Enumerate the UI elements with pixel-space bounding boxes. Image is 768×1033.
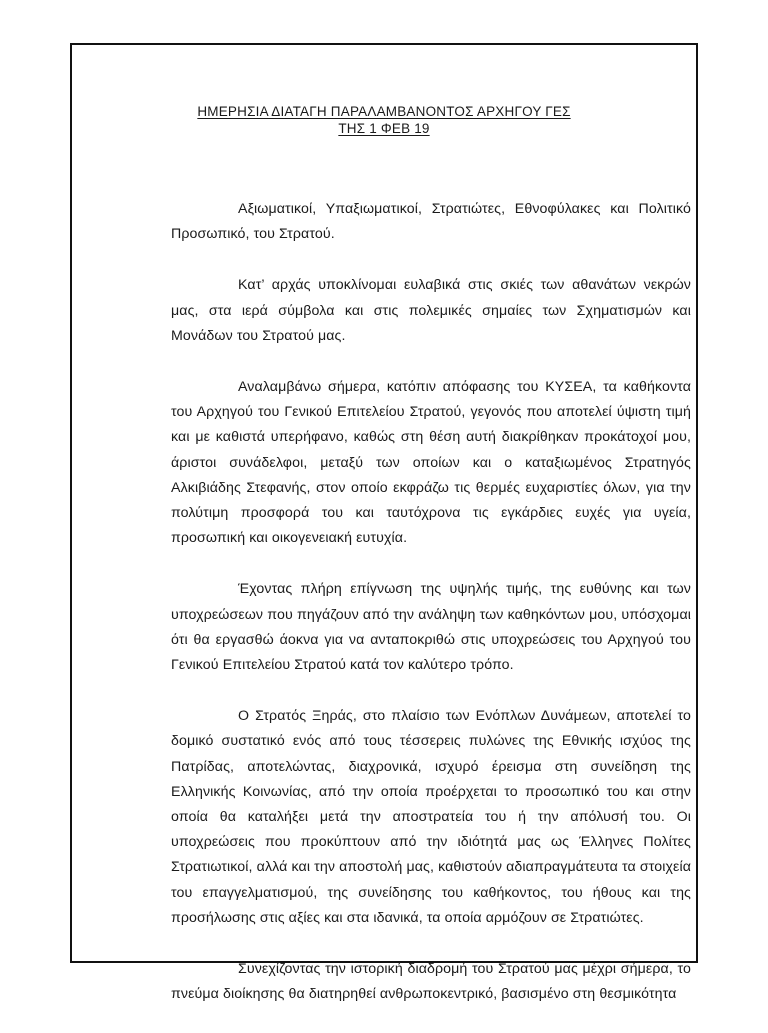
paragraph-tribute: Κατ’ αρχάς υποκλίνομαι ευλαβικά στις σκιές των αθανάτων νεκρών μας, στα ιερά σύμβολα και στις πολεμικές σημαίες των Σχηματισμών και Μονάδων του Στρατού μας. — [171, 277, 691, 344]
heading-title: ΗΜΕΡΗΣΙΑ ΔΙΑΤΑΓΗ ΠΑΡΑΛΑΜΒΑΝΟΝΤΟΣ ΑΡΧΗΓΟΥ ΓΕΣ — [197, 104, 571, 119]
document-body — [171, 197, 691, 1033]
paragraph-leadership: Συνεχίζοντας την ιστορική διαδρομή του Στρατού μας μέχρι σήμερα, το πνεύμα διοίκησης θα διατηρηθεί ανθρωποκεντρικό, βασισμένο στη θεσμικότητα — [171, 961, 691, 1003]
document-page — [70, 43, 698, 1003]
paragraph-army-role: Ο Στρατός Ξηράς, στο πλαίσιο των Ενόπλων Δυνάμεων, αποτελεί το δομικό συστατικό ενός από τους τέσσερεις πυλώνες της Εθνικής ισχύος της Πατρίδας, αποτελώντας, διαχρονικά, ισχυρό έρεισμα στη συνείδηση της Ελληνικής Κοινωνίας, από την οποία προέρχεται το προσωπικό του και στην οποία θα καταλήξει μετά την αποστρατεία του ή την απόλυσή του. Οι υποχρεώσεις που προκύπτουν από την ιδιότητά μας ως Έλληνες Πολίτες Στρατιωτικοί, αλλά και την αποστολή μας, καθιστούν αδιαπραγμάτευτα τα στοιχεία του επαγγελματισμού, της συνείδησης του καθήκοντος, του ήθους και της προσήλωσης στις αξίες και στα ιδανικά, τα οποία αρμόζουν σε Στρατιώτες. — [171, 708, 691, 926]
heading-date: ΤΗΣ 1 ΦΕΒ 19 — [338, 121, 430, 136]
paragraph-address: Αξιωματικοί, Υπαξιωματικοί, Στρατιώτες, Εθνοφύλακες και Πολιτικό Προσωπικό, του Στρατού. — [171, 201, 691, 243]
paragraph-assumption: Αναλαμβάνω σήμερα, κατόπιν απόφασης του ΚΥΣΕΑ, τα καθήκοντα του Αρχηγού του Γενικού Επιτελείου Στρατού, γεγονός που αποτελεί ύψιστη τιμή και με καθιστά υπερήφανο, καθώς στη θέση αυτή διακρίθηκαν προκάτοχοί μου, άριστοι συνάδελφοι, μεταξύ των οποίων και ο καταξιωμένος Στρατηγός Αλκιβιάδης Στεφανής, στον οποίο εκφράζω τις θερμές ευχαριστίες όλων, για την πολύτιμη προσφορά του και ταυτόχρονα τις εγκάρδιες ευχές για υγεία, προσωπική και οικογενειακή ευτυχία. — [171, 379, 691, 547]
document-heading — [72, 103, 696, 137]
paragraph-commitment: Έχοντας πλήρη επίγνωση της υψηλής τιμής, της ευθύνης και των υποχρεώσεων που πηγάζουν από την ανάληψη των καθηκόντων μου, υπόσχομαι ότι θα εργασθώ άοκνα για να ανταποκριθώ στις υποχρεώσεις του Αρχηγού του Γενικού Επιτελείου Στρατού κατά τον καλύτερο τρόπο. — [171, 581, 691, 674]
